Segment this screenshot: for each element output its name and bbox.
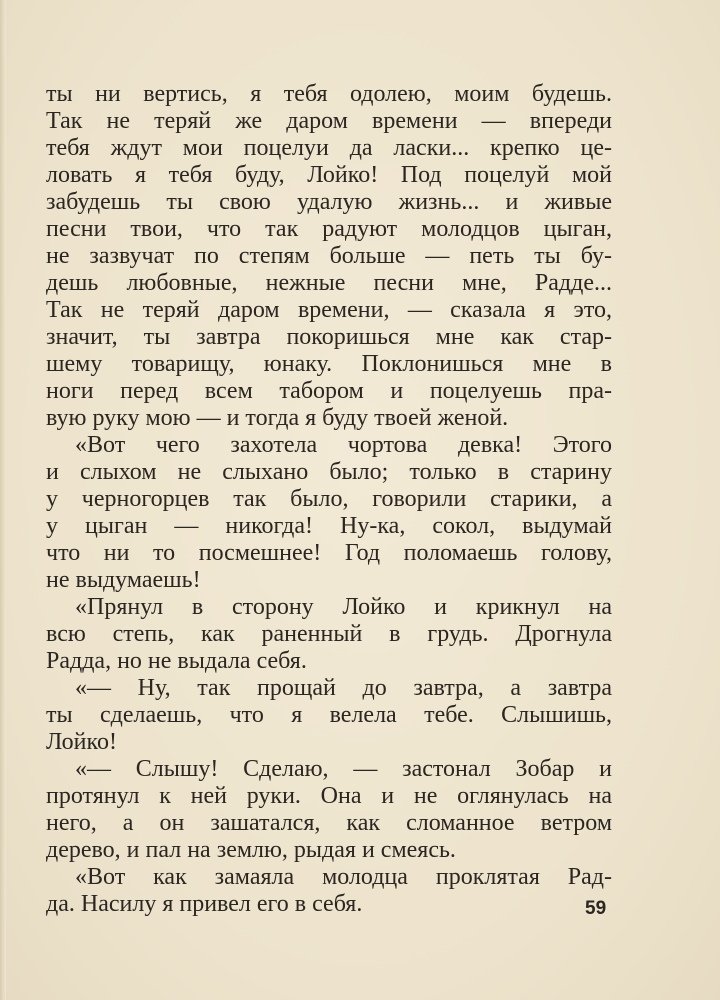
paragraph xyxy=(46,594,612,675)
text-line: ловать я тебя буду, Лойко! Под поцелуй мой xyxy=(46,162,612,188)
text-line: «Прянул в сторону Лойко и крикнул на xyxy=(75,594,612,620)
text-line: не выдумаешь! xyxy=(46,567,201,593)
text-line: «Вот чего захотела чортова девка! Этого xyxy=(75,432,612,458)
text-line: тебя ждут мои поцелуи да ласки... крепко це- xyxy=(46,135,612,161)
page-number: 59 xyxy=(585,898,607,919)
text-line: Так не теряй же даром времени — впереди xyxy=(46,108,612,134)
text-line: Радда, но не выдала себя. xyxy=(46,648,307,674)
text-line: дешь любовные, нежные песни мне, Радде... xyxy=(46,270,612,296)
text-line: протянул к ней руки. Она и не оглянулась на xyxy=(46,783,612,809)
text-line: шему товарищу, юнаку. Поклонишься мне в xyxy=(46,351,612,377)
text-line: песни твои, что так радуют молодцов цыган, xyxy=(46,216,612,242)
text-line: ты сделаешь, что я велела тебе. Слышишь, xyxy=(46,702,612,728)
text-line: «— Ну, так прощай до завтра, а завтра xyxy=(75,675,612,701)
text-line: Так не теряй даром времени, — сказала я это, xyxy=(46,297,612,323)
text-line: не зазвучат по степям больше — петь ты бу- xyxy=(46,243,612,269)
paragraph xyxy=(46,675,612,756)
text-line: всю степь, как раненный в грудь. Дрогнула xyxy=(46,621,612,647)
text-line: Лойко! xyxy=(46,729,117,755)
text-line: у цыган — никогда! Ну-ка, сокол, выдумай xyxy=(46,513,612,539)
text-line: ноги перед всем табором и поцелуешь пра- xyxy=(46,378,612,404)
text-line: него, а он зашатался, как сломанное ветром xyxy=(46,810,612,836)
paragraph xyxy=(46,432,612,594)
paragraph xyxy=(46,756,612,864)
paragraph xyxy=(46,864,612,918)
text-line: «Вот как замаяла молодца проклятая Рад- xyxy=(75,864,612,890)
paragraph xyxy=(46,81,612,432)
text-line: значит, ты завтра покоришься мне как стар- xyxy=(46,324,612,350)
text-line: да. Насилу я привел его в себя. xyxy=(46,891,363,917)
page-edge xyxy=(0,0,6,1000)
text-line: и слыхом не слыхано было; только в старину xyxy=(46,459,612,485)
text-line: дерево, и пал на землю, рыдая и смеясь. xyxy=(46,837,456,863)
text-line: вую руку мою — и тогда я буду твоей женой. xyxy=(46,405,509,431)
body-text xyxy=(46,81,612,918)
text-line: ты ни вертись, я тебя одолею, моим будешь. xyxy=(46,81,612,107)
text-line: «— Слышу! Сделаю, — застонал Зобар и xyxy=(75,756,612,782)
text-line: что ни то посмешнее! Год поломаешь голову, xyxy=(46,540,612,566)
text-line: забудешь ты свою удалую жизнь... и живые xyxy=(46,189,612,215)
text-line: у черногорцев так было, говорили старики, а xyxy=(46,486,612,512)
